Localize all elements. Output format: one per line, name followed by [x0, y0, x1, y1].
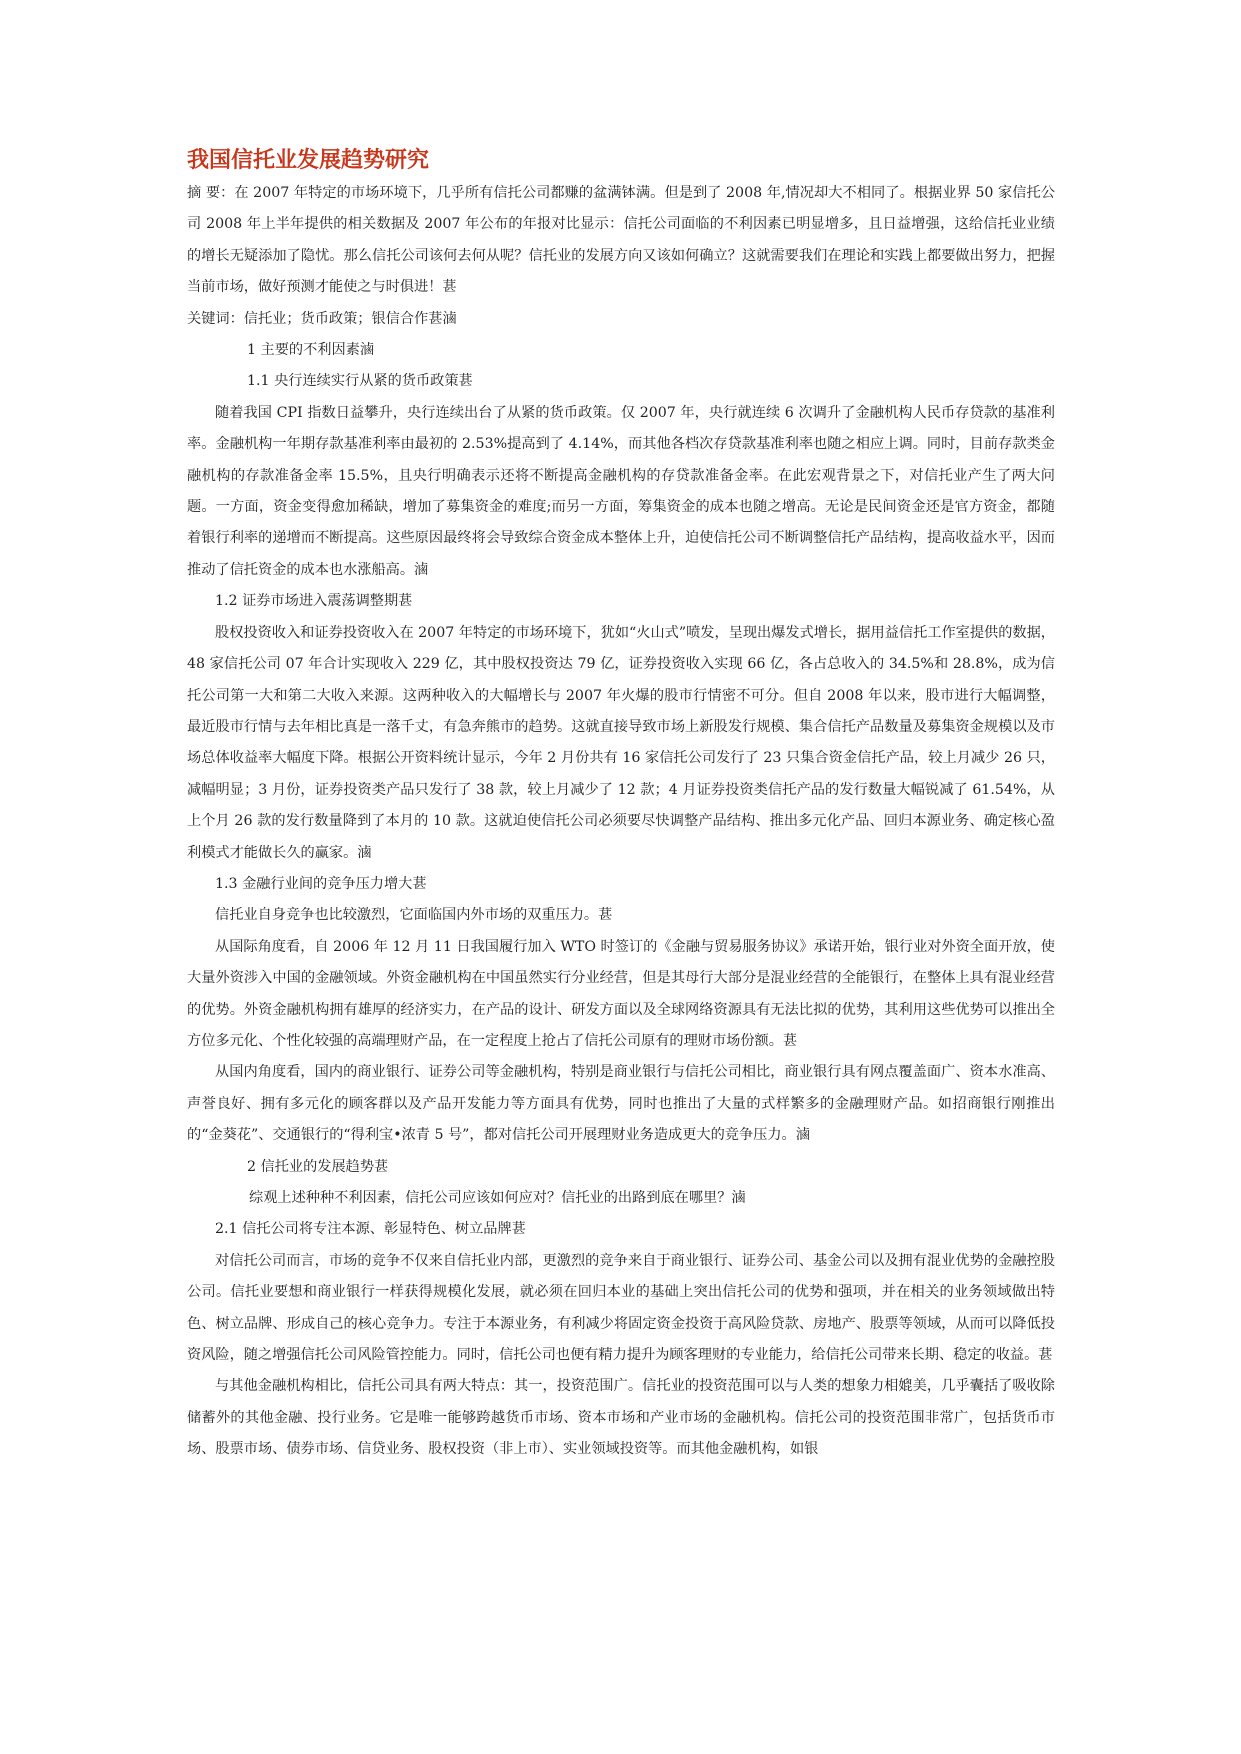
paragraph-1-1: 随着我国 CPI 指数日益攀升，央行连续出台了从紧的货币政策。仅 2007 年，央行就连续 6 次调升了金融机构人民币存贷款的基准利率。金融机构一年期存款基准利率由最初的 2.53%提高到了 4.14%，而其他各档次存贷款基准利率也随之相应上调。同时，目前存款类金融机构的存款准备金率 15.5%，且央行明确表示还将不断提高金融机构的存贷款准备金率。在此宏观背景之下，对信托业产生了两大问题。一方面，资金变得愈加稀缺，增加了募集资金的难度;而另一方面，筹集资金的成本也随之增高。无论是民间资金还是官方资金，都随着银行利率的递增而不断提高。这些原因最终将会导致综合资金成本整体上升，迫使信托公司不断调整信托产品结构，提高收益水平，因而推动了信托资金的成本也水涨船高。滷 — [187, 404, 1055, 578]
article-title: 我国信托业发展趋势研究 — [187, 148, 430, 173]
paragraph-1-3c: 从国内角度看，国内的商业银行、证券公司等金融机构，特别是商业银行与信托公司相比，商业银行具有网点覆盖面广、资本水准高、声誉良好、拥有多元化的顾客群以及产品开发能力等方面具有优势，同时也推出了大量的式样繁多的金融理财产品。如招商银行刚推出的“金葵花”、交通银行的“得利宝•浓青 5 号”，都对信托公司开展理财业务造成更大的竞争压力。滷 — [187, 1064, 1055, 1144]
paragraph-2-1b: 与其他金融机构相比，信托公司具有两大特点：其一，投资范围广。信托业的投资范围可以与人类的想象力相媲美，几乎囊括了吸收除储蓄外的其他金融、投行业务。它是唯一能够跨越货币市场、资本市场和产业市场的金融机构。信托公司的投资范围非常广，包括货币市场、股票市场、债券市场、信贷业务、股权投资（非上市）、实业领域投资等。而其他金融机构，如银 — [187, 1378, 1055, 1458]
paragraph-1-3b: 从国际角度看，自 2006 年 12 月 11 日我国履行加入 WTO 时签订的《金融与贸易服务协议》承诺开始，银行业对外资全面开放，使大量外资涉入中国的金融领域。外资金融机构在中国虽然实行分业经营，但是其母行大部分是混业经营的全能银行，在整体上具有混业经营的优势。外资金融机构拥有雄厚的经济实力，在产品的设计、研发方面以及全球网络资源具有无法比拟的优势，其利用这些优势可以推出全方位多元化、个性化较强的高端理财产品，在一定程度上抢占了信托公司原有的理财市场份额。葚 — [187, 938, 1055, 1049]
subsection-heading-1-3: 1.3 金融行业间的竞争压力增大葚 — [215, 875, 427, 892]
paragraph-1-2: 股权投资收入和证券投资收入在 2007 年特定的市场环境下，犹如“火山式”喷发，呈现出爆发式增长，据用益信托工作室提供的数据，48 家信托公司 07 年合计实现收入 229 亿，其中股权投资达 79 亿，证券投资收入实现 66 亿，各占总收入的 34.5%和 28.8%，成为信托公司第一大和第二大收入来源。这两种收入的大幅增长与 2007 年火爆的股市行情密不可分。但自 2008 年以来，股市进行大幅调整，最近股市行情与去年相比真是一落千丈，有急奔熊市的趋势。这就直接导致市场上新股发行规模、集合信托产品数量及募集资金规模以及市场总体收益率大幅度下降。根据公开资料统计显示，今年 2 月份共有 16 家信托公司发行了 23 只集合资金信托产品，较上月减少 26 只，减幅明显；3 月份，证券投资类产品只发行了 38 款，较上月减少了 12 款；4 月证券投资类信托产品的发行数量大幅锐减了 61.54%，从上个月 26 款的发行数量降到了本月的 10 款。这就迫使信托公司必须要尽快调整产品结构、推出多元化产品、回归本源业务、确定核心盈利模式才能做长久的赢家。滷 — [187, 624, 1055, 861]
paragraph-2: 综观上述种种不利因素，信托公司应该如何应对？信托业的出路到底在哪里？滷 — [249, 1190, 746, 1206]
paragraph-1-3a: 信托业自身竞争也比较激烈，它面临国内外市场的双重压力。葚 — [215, 907, 613, 924]
paragraph-2-1a: 对信托公司而言，市场的竞争不仅来自信托业内部，更激烈的竞争来自于商业银行、证券公司、基金公司以及拥有混业优势的金融控股公司。信托业要想和商业银行一样获得规模化发展，就必须在回归本业的基础上突出信托公司的优势和强项，并在相关的业务领域做出特色、树立品牌、形成自己的核心竞争力。专注于本源业务，有利减少将固定资金投资于高风险贷款、房地产、股票等领域，从而可以降低投资风险，随之增强信托公司风险管控能力。同时，信托公司也便有精力提升为顾客理财的专业能力，给信托公司带来长期、稳定的收益。葚 — [187, 1252, 1055, 1364]
section-heading-1: 1 主要的不利因素滷 — [247, 342, 375, 359]
section-heading-2: 2 信托业的发展趋势葚 — [247, 1158, 389, 1175]
subsection-heading-2-1: 2.1 信托公司将专注本源、彰显特色、树立品牌葚 — [215, 1221, 526, 1238]
abstract: 摘 要：在 2007 年特定的市场环境下，几乎所有信托公司都赚的盆满钵满。但是到了 2008 年,情况却大不相同了。根据业界 50 家信托公司 2008 年上半年提供的相关数据及 2007 年公布的年报对比显示：信托公司面临的不利因素已明显增多，且日益增强，这给信托业业绩的增长无疑添加了隐忧。那么信托公司该何去何从呢？信托业的发展方向又该如何确立？这就需要我们在理论和实践上都要做出努力，把握当前市场，做好预测才能使之与时俱进！葚 — [187, 185, 1055, 296]
keywords: 关键词：信托业；货币政策；银信合作葚滷 — [187, 310, 457, 327]
subsection-heading-1-1: 1.1 央行连续实行从紧的货币政策葚 — [247, 373, 473, 390]
article — [187, 146, 1055, 1466]
subsection-heading-1-2: 1.2 证券市场进入震荡调整期葚 — [215, 593, 413, 610]
